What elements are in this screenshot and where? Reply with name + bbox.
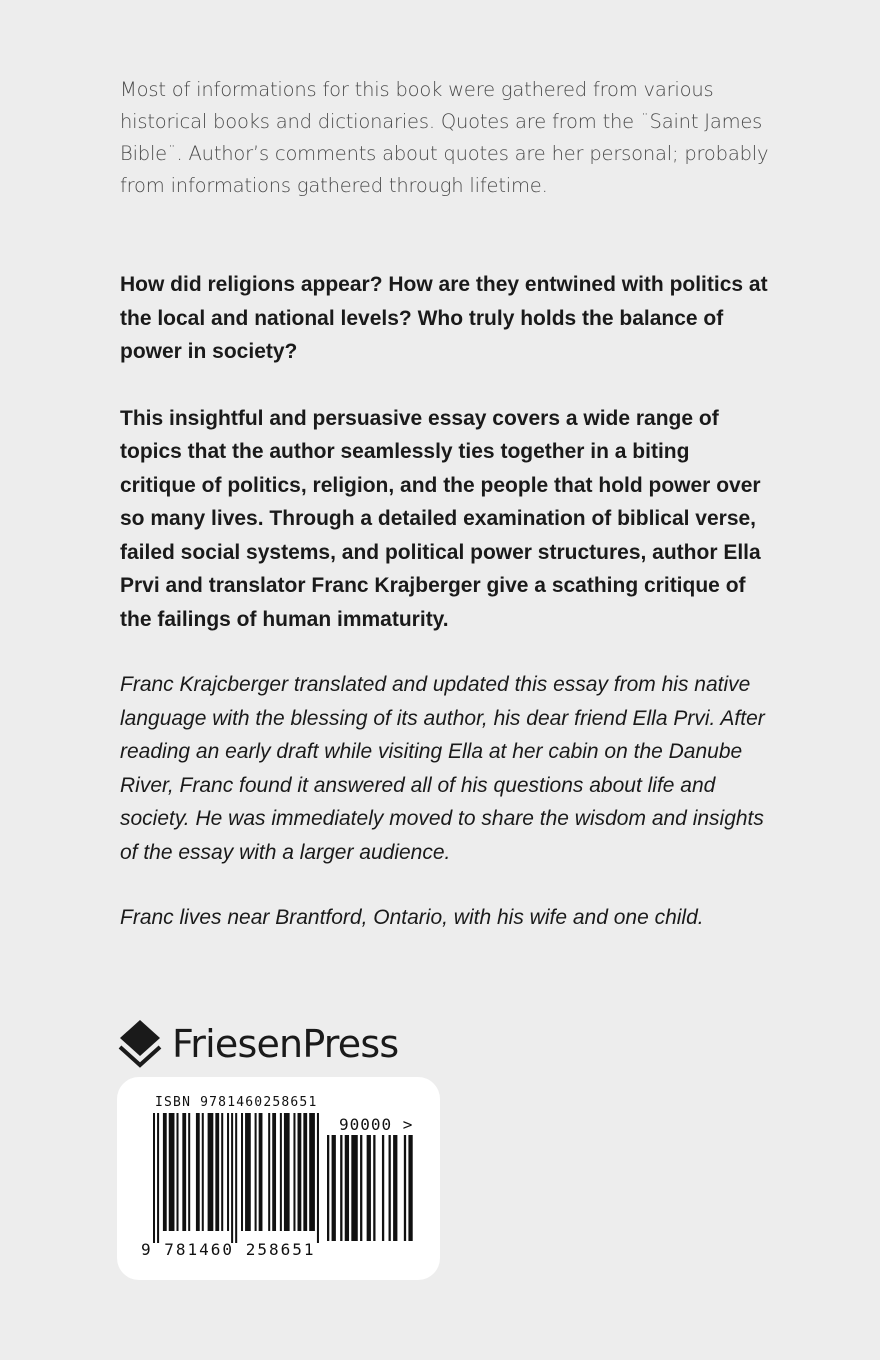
barcode-main-bars — [153, 1113, 323, 1243]
translator-bio — [120, 668, 770, 967]
stacked-diamond-icon — [118, 1018, 162, 1070]
publisher-name: FriesenPress — [172, 1022, 399, 1066]
intro-note: Most of informations for this book were gathered from various historical books and dictionaries. Quotes are from the ¨Saint James Bible¨. Author’s comments about quotes are her personal; probably from informations gathered through lifetime. — [120, 78, 769, 197]
blurb — [120, 268, 770, 669]
barcode-addon-bars — [327, 1135, 417, 1243]
blurb-questions: How did religions appear? How are they entwined with politics at the local and national levels? Who truly holds the balance of power in society? — [120, 273, 768, 363]
bio-paragraph-2: Franc lives near Brantford, Ontario, with his wife and one child. — [120, 906, 704, 929]
isbn-barcode — [117, 1077, 440, 1280]
bio-paragraph-1: Franc Krajcberger translated and updated this essay from his native language with the blessing of its author, his dear friend Ella Prvi. After reading an early draft while visiting Ella at her cabin on the Danube River, Franc found it answered all of his questions about life and society. He was immediately moved to share the wisdom and insights of the essay with a larger audience. — [120, 673, 765, 864]
isbn-label: ISBN 9781460258651 — [155, 1095, 318, 1110]
publisher-logo — [118, 1016, 398, 1072]
blurb-description: This insightful and persuasive essay covers a wide range of topics that the author seamlessly ties together in a biting critique of politics, religion, and the people that hold power over so many lives. Through a detailed examination of biblical verse, failed social systems, and political power structures, author Ella Prvi and translator Franc Krajberger give a scathing critique of the failings of human immaturity. — [120, 406, 761, 631]
barcode-number: 9 781460 258651 — [141, 1240, 316, 1259]
barcode-addon-number: 90000 > — [339, 1115, 414, 1134]
